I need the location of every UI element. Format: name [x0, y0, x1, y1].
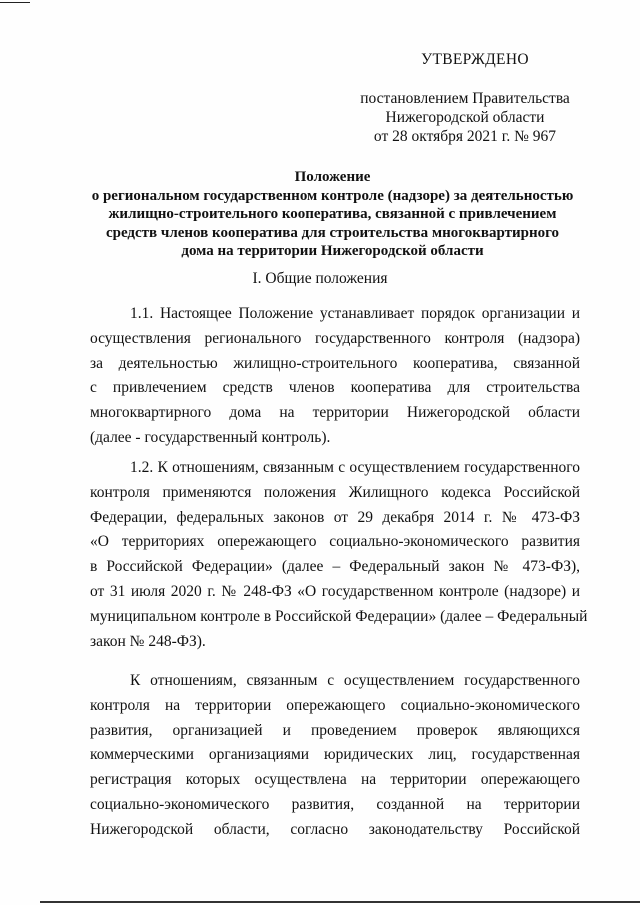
paragraph-1-2-continued	[90, 669, 580, 843]
text-line: закон № 248-ФЗ).	[90, 632, 206, 650]
title-line: о региональном государственном контроле (надзоре) за деятельностью	[91, 187, 574, 204]
approval-stamp	[350, 50, 580, 146]
document-title	[70, 168, 595, 261]
text-line: в Российской Федерации» (далее – Федеральный закон № 473-ФЗ),	[90, 558, 580, 576]
title-line: жилищно-строительного кооператива, связанной с привлечением	[108, 206, 557, 222]
text-line: Федерации, федеральных законов от 29 декабря 2014 г. № 473-ФЗ	[90, 508, 580, 526]
text-line: развития, организацией и проведением проверок являющихся	[90, 721, 580, 739]
approval-title: УТВЕРЖДЕНО	[421, 51, 529, 68]
text-line: социально-экономического развития, созданной на территории	[90, 795, 580, 813]
scan-artifact-bottom	[40, 901, 640, 903]
title-line: Положение	[294, 169, 371, 185]
text-line: регистрация которых осуществлена на территории опережающего	[90, 771, 580, 789]
text-line: контроля на территории опережающего социально-экономического	[90, 696, 580, 714]
text-line: (далее - государственный контроль).	[90, 428, 331, 446]
text-line: 1.2. К отношениям, связанным с осуществлением государственного	[130, 459, 580, 476]
scan-artifact-top	[0, 2, 30, 3]
paragraph-1-1	[90, 302, 580, 451]
text-line: многоквартирного дома на территории Нижегородской области	[90, 404, 580, 422]
approval-line: постановлением Правительства	[360, 90, 570, 107]
title-line: средств членов кооператива для строительства многоквартирного	[105, 224, 560, 241]
text-line: осуществления регионального государственного контроля (надзора)	[90, 329, 580, 347]
text-line: муниципальном контроле в Российской Федерации» (далее – Федеральный	[90, 607, 588, 625]
text-line: контроля применяются положения Жилищного кодекса Российской	[90, 483, 580, 501]
text-line: «О территориях опережающего социально-экономического развития	[90, 533, 580, 551]
text-line: К отношениям, связанным с осуществлением государственного	[130, 672, 580, 689]
text-line: 1.1. Настоящее Положение устанавливает порядок организации и	[130, 305, 580, 322]
text-line: с привлечением средств членов кооператива для строительства	[90, 379, 580, 397]
text-line: за деятельностью жилищно-строительного кооператива, связанной	[90, 354, 580, 372]
text-line: коммерческими организациями юридических лиц, государственная	[90, 746, 580, 764]
text-line: Нижегородской области, согласно законодательству Российской	[90, 820, 580, 838]
approval-date-line: от 28 октября 2021 г. № 967	[373, 128, 557, 145]
paragraph-1-2	[90, 456, 588, 654]
title-line: дома на территории Нижегородской области	[181, 243, 484, 259]
section-heading: I. Общие положения	[252, 270, 388, 287]
approval-line: Нижегородской области	[385, 109, 545, 126]
text-line: от 31 июля 2020 г. № 248-ФЗ «О государственном контроле (надзоре) и	[90, 582, 580, 600]
